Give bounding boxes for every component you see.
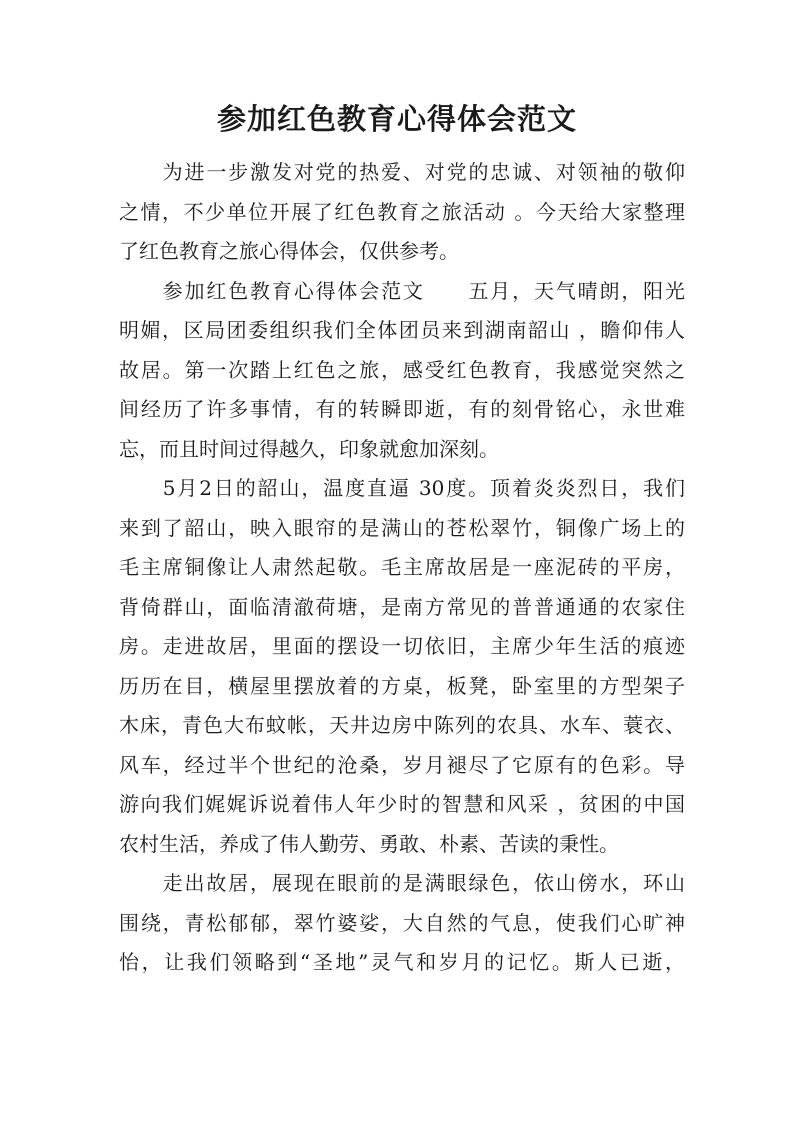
text-line: 之情，不少单位开展了红色教育之旅活动 。今天给大家整理 [119, 199, 685, 224]
text-line: 为进一步激发对党的热爱、对党的忠诚、对领袖的敬仰 [119, 160, 685, 184]
document-title: 参加红色教育心得体会范文 [216, 102, 577, 136]
text-line: 风车，经过半个世纪的沧桑，岁月褪尽了它原有的色彩。导 [119, 752, 685, 777]
text-line: 了红色教育之旅心得体会，仅供参考。 [119, 239, 459, 263]
text-line: 5月2日的韶山，温度直逼 30度。顶着炎炎烈日，我们 [119, 476, 685, 500]
text-line: 故居。第一次踏上红色之旅，感受红色教育，我感觉突然之 [119, 357, 685, 382]
text-line: 忘，而且时间过得越久，印象就愈加深刻。 [119, 436, 499, 461]
text-line: 参加红色教育心得体会范文 五月，天气晴朗，阳光 [119, 278, 685, 303]
text-line: 木床，青色大布蚊帐，天井边房中陈列的农具、水车、蓑衣、 [119, 713, 685, 737]
text-line: 背倚群山，面临清澈荷塘，是南方常见的普普通通的农家住 [119, 594, 685, 619]
text-line: 怡，让我们领略到“圣地”灵气和岁月的记忆。斯人已逝， [119, 950, 685, 974]
text-line: 间经历了许多事情，有的转瞬即逝，有的刻骨铭心，永世难 [119, 397, 685, 421]
text-line: 明媚，区局团委组织我们全体团员来到湖南韶山 ，瞻仰伟人 [119, 318, 685, 342]
text-line: 围绕，青松郁郁，翠竹婆娑，大自然的气息，使我们心旷神 [119, 910, 685, 935]
text-line: 毛主席铜像让人肃然起敬。毛主席故居是一座泥砖的平房， [119, 555, 685, 579]
text-line: 来到了韶山，映入眼帘的是满山的苍松翠竹，铜像广场上的 [119, 515, 685, 540]
text-line: 游向我们娓娓诉说着伟人年少时的智慧和风采 ，贫困的中国 [119, 792, 685, 816]
text-line: 房。走进故居，里面的摆设一切依旧，主席少年生活的痕迹 [119, 634, 685, 658]
document-body [119, 153, 685, 983]
text-line: 农村生活，养成了伟人勤劳、勇敢、朴素、苦读的秉性。 [119, 831, 619, 856]
text-line: 历历在目，横屋里摆放着的方桌，板凳，卧室里的方型架子 [119, 673, 685, 698]
text-line: 走出故居，展现在眼前的是满眼绿色，依山傍水，环山 [119, 871, 685, 895]
